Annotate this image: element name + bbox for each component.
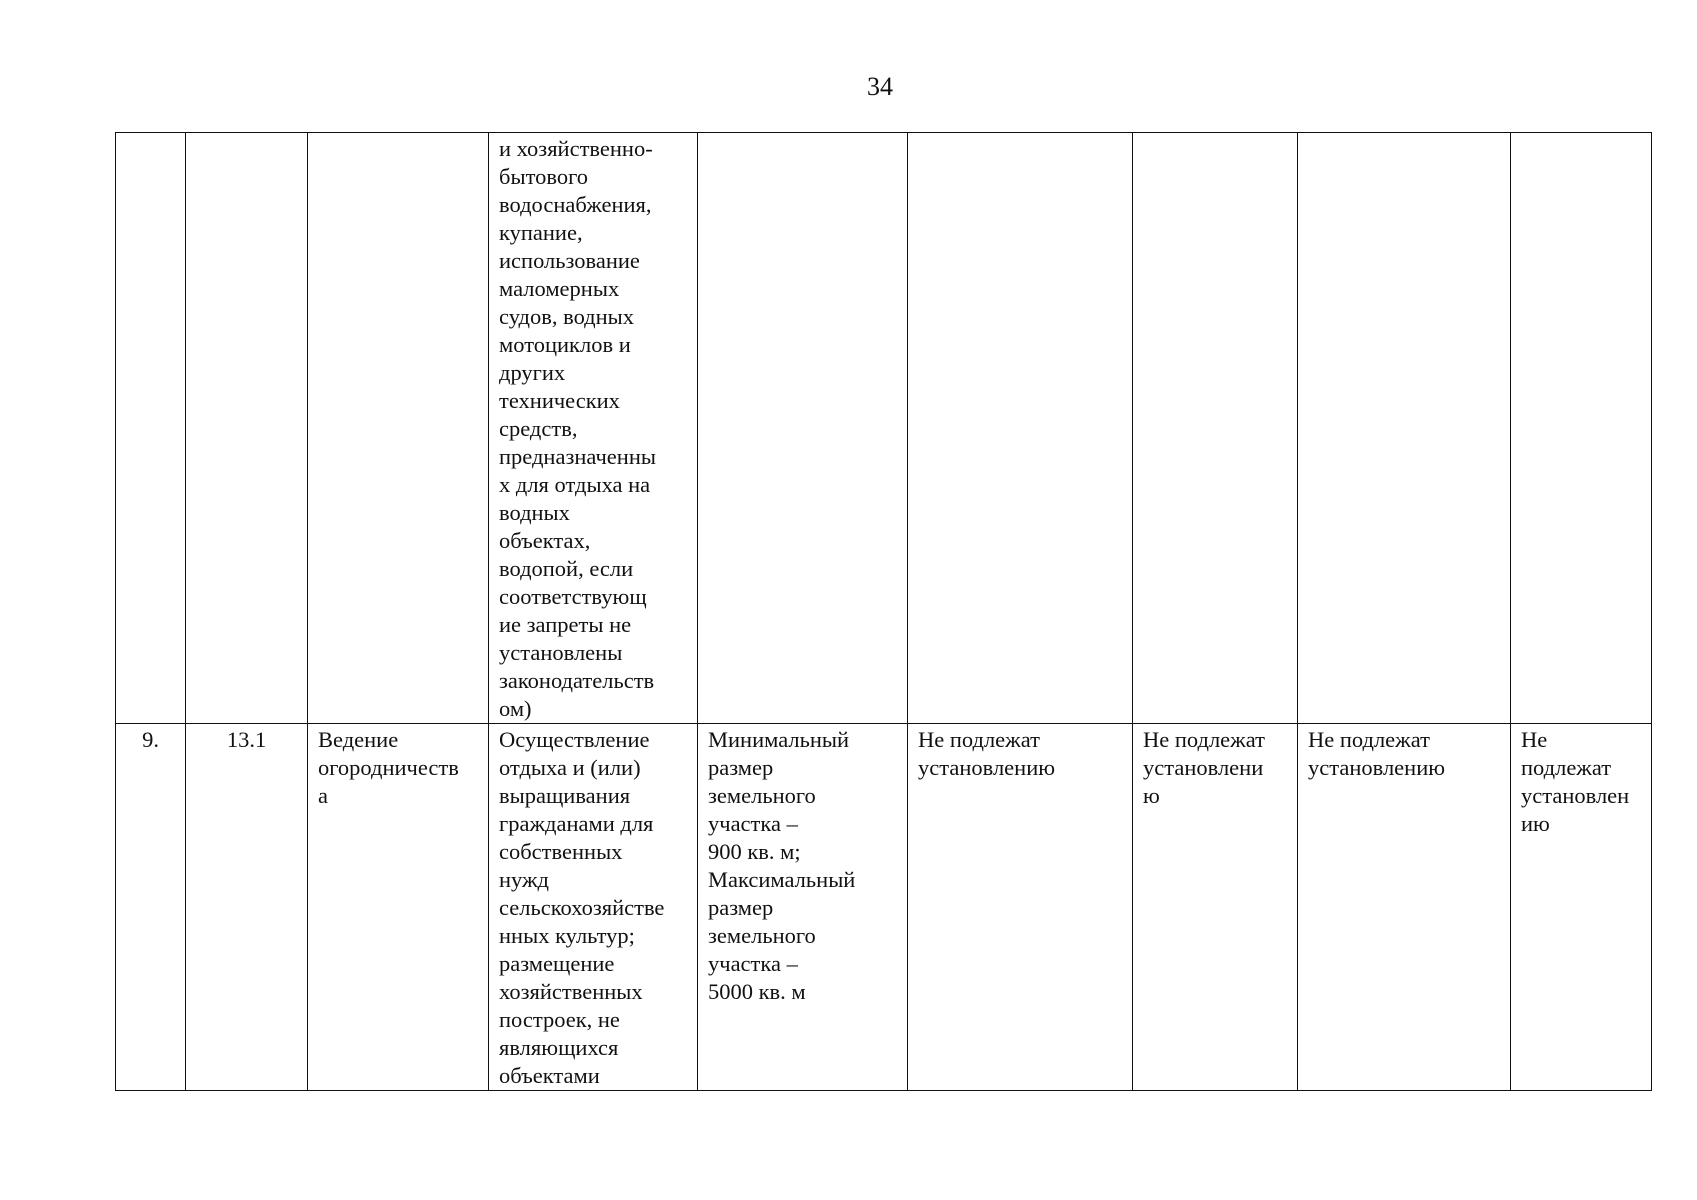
cell-parameter-8 (1298, 133, 1511, 724)
cell-parameter-7: Не подлежат установлени ю (1133, 724, 1298, 1091)
cell-use-name: Ведение огородничеств а (308, 724, 489, 1091)
cell-number: 9. (116, 724, 186, 1091)
cell-use-name (308, 133, 489, 724)
cell-plot-size (698, 133, 908, 724)
cell-parameter-9 (1511, 133, 1652, 724)
cell-parameter-6: Не подлежат установлению (908, 724, 1133, 1091)
table-row (116, 133, 1652, 724)
land-use-table (115, 132, 1652, 1091)
cell-parameter-6 (908, 133, 1133, 724)
cell-code (186, 133, 308, 724)
cell-code: 13.1 (186, 724, 308, 1091)
cell-parameter-8: Не подлежат установлению (1298, 724, 1511, 1091)
cell-use-description: Осуществление отдыха и (или) выращивания гражданами для собственных нужд сельскохозяйстве нных культур; размещение хозяйственных построек, не являющихся объектами (489, 724, 698, 1091)
cell-parameter-9: Не подлежат установлен ию (1511, 724, 1652, 1091)
table-row (116, 724, 1652, 1091)
cell-use-description: и хозяйственно- бытового водоснабжения, купание, использование маломерных судов, водных мотоциклов и других технических средств, предназначенны х для отдыха на водных объектах, водопой, если соответствующ ие запреты не установлены законодательств ом) (489, 133, 698, 724)
cell-plot-size: Минимальный размер земельного участка – 900 кв. м; Максимальный размер земельного участка – 5000 кв. м (698, 724, 908, 1091)
cell-parameter-7 (1133, 133, 1298, 724)
cell-number (116, 133, 186, 724)
page-number: 34 (867, 72, 893, 101)
